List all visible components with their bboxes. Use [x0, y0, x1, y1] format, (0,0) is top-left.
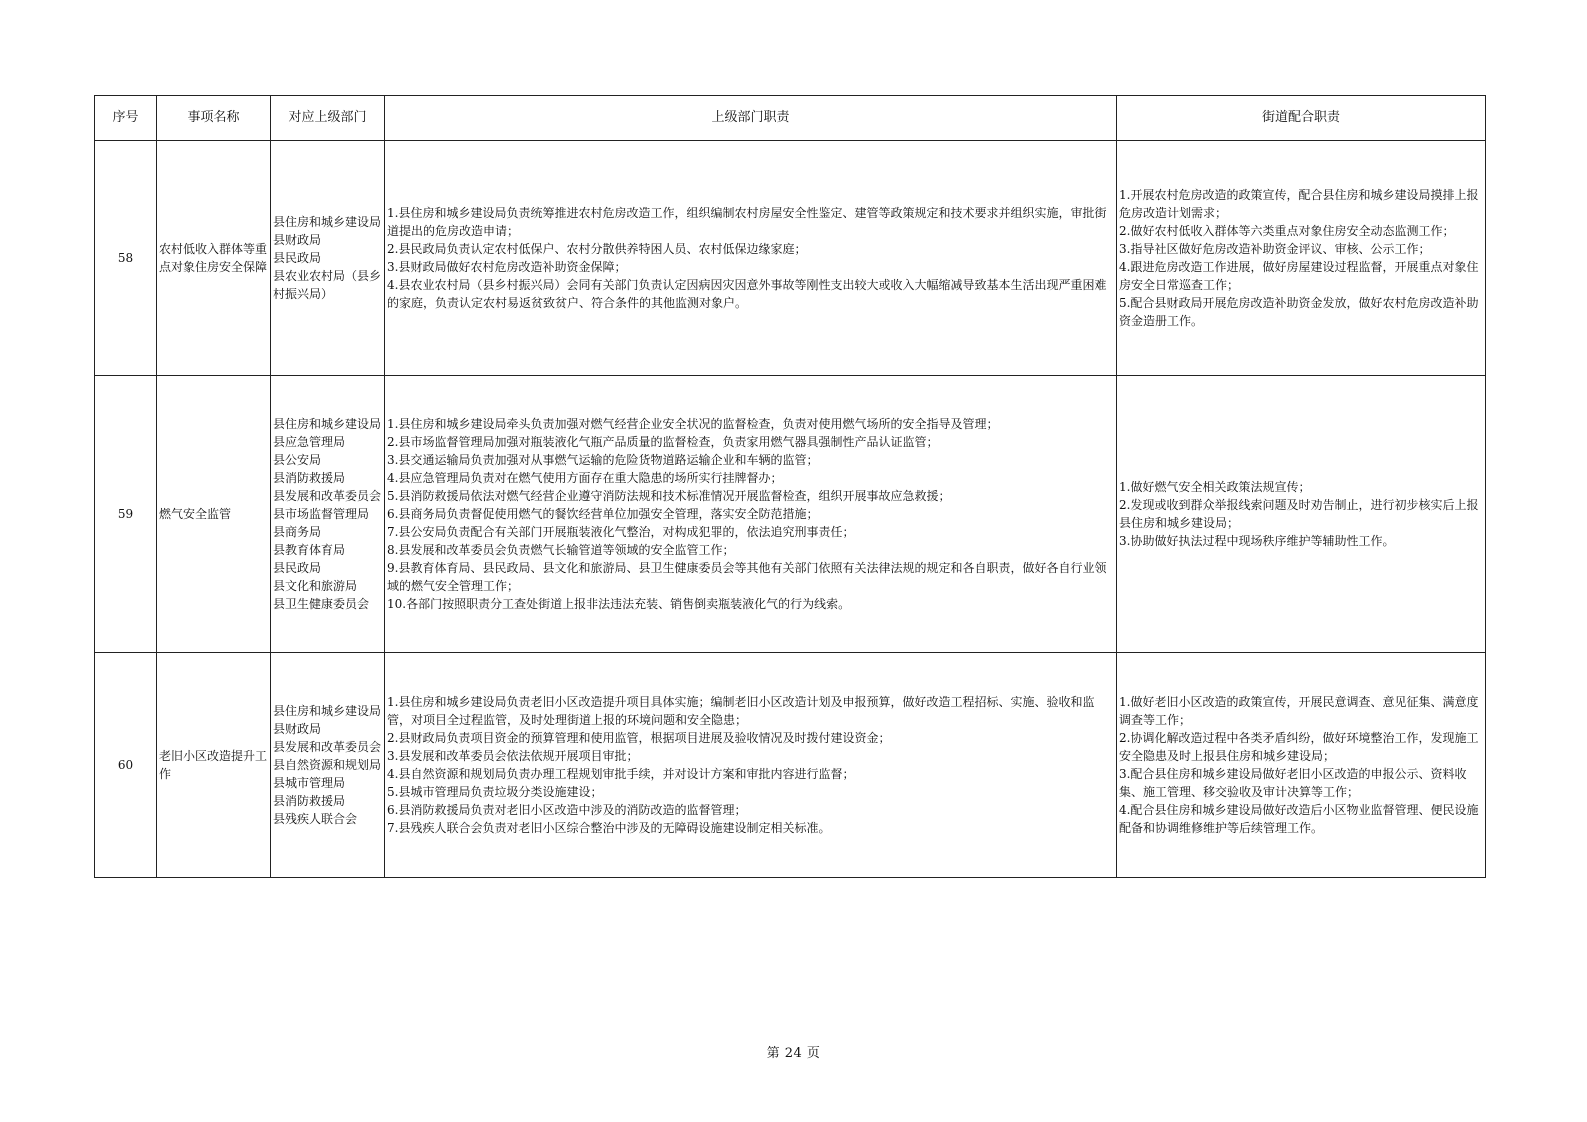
- duty-line: 6.县消防救援局负责对老旧小区改造中涉及的消防改造的监督管理；: [387, 803, 747, 817]
- dept-item: 县文化和旅游局: [273, 579, 358, 593]
- duty-line: 4.县自然资源和规划局负责办理工程规划审批手续，并对设计方案和审批内容进行监督；: [387, 767, 855, 781]
- dept-list: [271, 376, 385, 653]
- dept-item: 县发展和改革委员会: [273, 740, 382, 754]
- header-no: 序号: [95, 96, 157, 141]
- header-street-duty: 街道配合职责: [1117, 96, 1486, 141]
- table-header-row: [95, 96, 1486, 141]
- upper-duty-cell: [385, 376, 1117, 653]
- dept-item: 县民政局: [273, 251, 322, 265]
- duty-line: 10.各部门按照职责分工查处街道上报非法违法充装、销售倒卖瓶装液化气的行为线索。: [387, 597, 851, 611]
- duty-line: 4.县农业农村局（县乡村振兴局）会同有关部门负责认定因病因灾因意外事故等刚性支出较大或收入大幅缩减导致基本生活出现严重困难的家庭，负责认定农村易返贫致贫户、符合条件的其他监测对象户。: [387, 278, 1107, 310]
- duty-line: 1.开展农村危房改造的政策宣传，配合县住房和城乡建设局摸排上报危房改造计划需求；: [1119, 188, 1479, 220]
- row-number: 59: [95, 376, 157, 653]
- dept-list: [271, 653, 385, 878]
- duty-line: 8.县发展和改革委员会负责燃气长输管道等领域的安全监管工作；: [387, 543, 735, 557]
- duty-line: 4.跟进危房改造工作进展，做好房屋建设过程监督，开展重点对象住房安全日常巡查工作；: [1119, 260, 1479, 292]
- duty-line: 4.县应急管理局负责对在燃气使用方面存在重大隐患的场所实行挂牌督办；: [387, 471, 783, 485]
- upper-duty-cell: [385, 653, 1117, 878]
- dept-item: 县卫生健康委员会: [273, 597, 370, 611]
- dept-item: 县城市管理局: [273, 776, 346, 790]
- street-duty-cell: [1117, 653, 1486, 878]
- item-name: 燃气安全监管: [157, 376, 271, 653]
- duty-line: 5.县城市管理局负责垃圾分类设施建设；: [387, 785, 603, 799]
- duty-line: 1.县住房和城乡建设局牵头负责加强对燃气经营企业安全状况的监督检查，负责对使用燃气场所的安全指导及管理；: [387, 417, 999, 431]
- duty-line: 2.县民政局负责认定农村低保户、农村分散供养特困人员、农村低保边缘家庭；: [387, 242, 807, 256]
- dept-item: 县商务局: [273, 525, 322, 539]
- upper-duty-cell: [385, 141, 1117, 376]
- header-item-name: 事项名称: [157, 96, 271, 141]
- duty-line: 2.协调化解改造过程中各类矛盾纠纷，做好环境整治工作，发现施工安全隐患及时上报县住房和城乡建设局；: [1119, 731, 1479, 763]
- duty-line: 5.配合县财政局开展危房改造补助资金发放，做好农村危房改造补助资金造册工作。: [1119, 296, 1479, 328]
- dept-item: 县住房和城乡建设局: [273, 417, 382, 431]
- table-row: [95, 141, 1486, 376]
- duty-line: 4.配合县住房和城乡建设局做好改造后小区物业监督管理、便民设施配备和协调维修维护等后续管理工作。: [1119, 803, 1479, 835]
- dept-item: 县自然资源和规划局: [273, 758, 382, 772]
- duty-line: 1.做好燃气安全相关政策法规宣传；: [1119, 480, 1311, 494]
- duty-line: 9.县教育体育局、县民政局、县文化和旅游局、县卫生健康委员会等其他有关部门依照有关法律法规的规定和各自职责，做好各自行业领域的燃气安全管理工作；: [387, 561, 1107, 593]
- row-number: 58: [95, 141, 157, 376]
- duty-line: 3.配合县住房和城乡建设局做好老旧小区改造的申报公示、资料收集、施工管理、移交验收及审计决算等工作；: [1119, 767, 1467, 799]
- duty-line: 2.县财政局负责项目资金的预算管理和使用监管，根据项目进展及验收情况及时拨付建设资金；: [387, 731, 891, 745]
- duty-table: [94, 95, 1486, 878]
- duty-line: 3.协助做好执法过程中现场秩序维护等辅助性工作。: [1119, 534, 1395, 548]
- dept-item: 县残疾人联合会: [273, 812, 358, 826]
- dept-list: [271, 141, 385, 376]
- duty-line: 1.县住房和城乡建设局负责老旧小区改造提升项目具体实施；编制老旧小区改造计划及申报预算，做好改造工程招标、实施、验收和监管，对项目全过程监管，及时处理街道上报的环境问题和安全隐患；: [387, 695, 1095, 727]
- duty-line: 5.县消防救援局依法对燃气经营企业遵守消防法规和技术标准情况开展监督检查，组织开展事故应急救援；: [387, 489, 951, 503]
- table-row: [95, 376, 1486, 653]
- dept-item: 县消防救援局: [273, 794, 346, 808]
- header-dept: 对应上级部门: [271, 96, 385, 141]
- duty-line: 7.县残疾人联合会负责对老旧小区综合整治中涉及的无障碍设施建设制定相关标准。: [387, 821, 831, 835]
- street-duty-cell: [1117, 141, 1486, 376]
- item-name: 农村低收入群体等重点对象住房安全保障: [157, 141, 271, 376]
- dept-item: 县教育体育局: [273, 543, 346, 557]
- duty-line: 3.指导社区做好危房改造补助资金评议、审核、公示工作；: [1119, 242, 1431, 256]
- duty-line: 1.县住房和城乡建设局负责统筹推进农村危房改造工作，组织编制农村房屋安全性鉴定、建管等政策规定和技术要求并组织实施，审批街道提出的危房改造申请；: [387, 206, 1107, 238]
- page-number: 第 24 页: [766, 1046, 821, 1061]
- duty-line: 2.县市场监督管理局加强对瓶装液化气瓶产品质量的监督检查，负责家用燃气器具强制性产品认证监管；: [387, 435, 939, 449]
- duty-line: 2.做好农村低收入群体等六类重点对象住房安全动态监测工作；: [1119, 224, 1455, 238]
- dept-item: 县应急管理局: [273, 435, 346, 449]
- duty-line: 3.县交通运输局负责加强对从事燃气运输的危险货物道路运输企业和车辆的监管；: [387, 453, 819, 467]
- duty-line: 2.发现或收到群众举报线索问题及时劝告制止，进行初步核实后上报县住房和城乡建设局；: [1119, 498, 1479, 530]
- dept-item: 县公安局: [273, 453, 322, 467]
- dept-item: 县发展和改革委员会: [273, 489, 382, 503]
- duty-line: 7.县公安局负责配合有关部门开展瓶装液化气整治，对构成犯罪的，依法追究刑事责任；: [387, 525, 855, 539]
- row-number: 60: [95, 653, 157, 878]
- header-upper-duty: 上级部门职责: [385, 96, 1117, 141]
- street-duty-cell: [1117, 376, 1486, 653]
- table-row: [95, 653, 1486, 878]
- dept-item: 县市场监督管理局: [273, 507, 370, 521]
- item-name: 老旧小区改造提升工作: [157, 653, 271, 878]
- dept-item: 县民政局: [273, 561, 322, 575]
- dept-item: 县住房和城乡建设局: [273, 215, 382, 229]
- dept-item: 县财政局: [273, 233, 322, 247]
- dept-item: 县消防救援局: [273, 471, 346, 485]
- dept-item: 县财政局: [273, 722, 322, 736]
- dept-item: 县住房和城乡建设局: [273, 704, 382, 718]
- duty-line: 3.县财政局做好农村危房改造补助资金保障；: [387, 260, 627, 274]
- dept-item: 县农业农村局（县乡村振兴局）: [273, 269, 382, 301]
- duty-line: 1.做好老旧小区改造的政策宣传，开展民意调查、意见征集、满意度调查等工作；: [1119, 695, 1479, 727]
- duty-line: 3.县发展和改革委员会依法依规开展项目审批；: [387, 749, 639, 763]
- duty-line: 6.县商务局负责督促使用燃气的餐饮经营单位加强安全管理，落实安全防范措施；: [387, 507, 819, 521]
